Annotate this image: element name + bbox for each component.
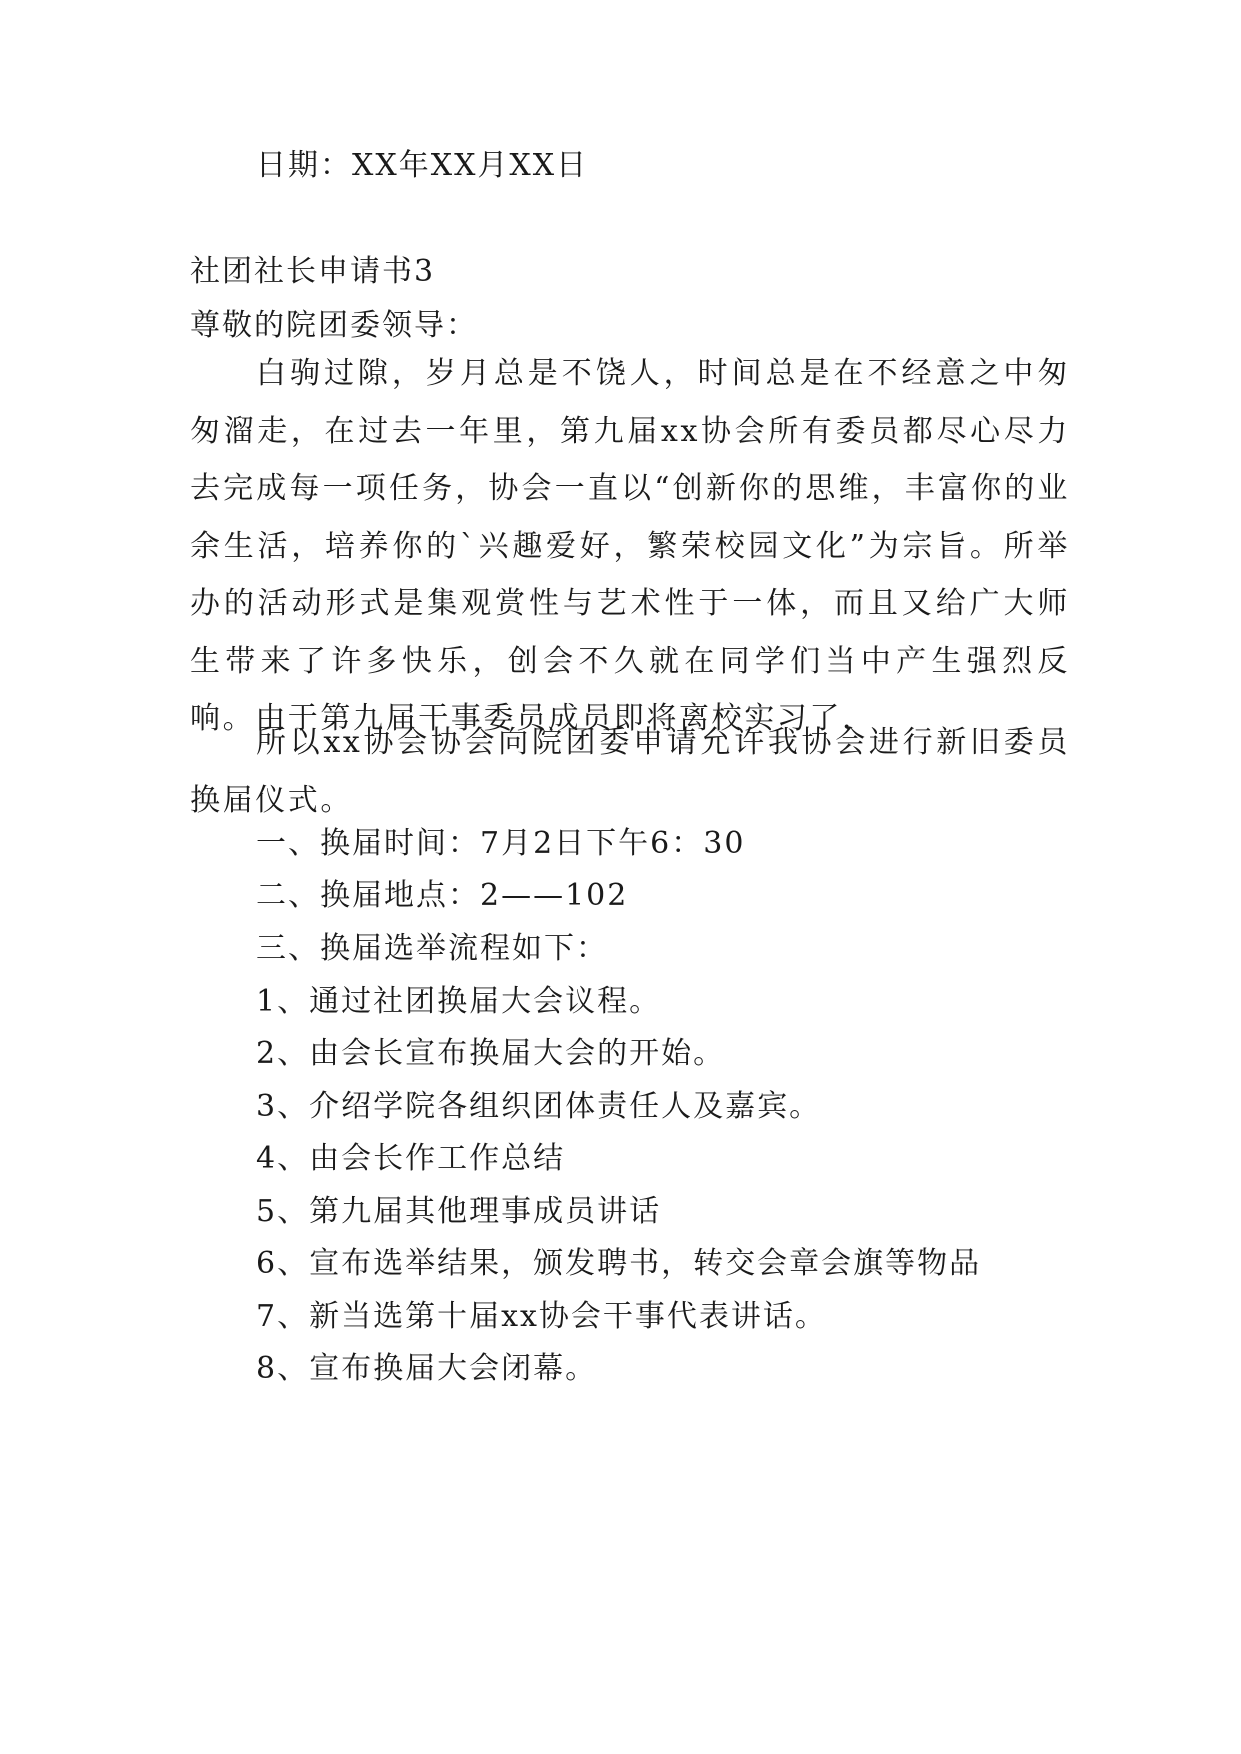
salutation: 尊敬的院团委领导：	[190, 308, 478, 343]
list-item-step-5: 5、第九届其他理事成员讲话	[256, 1194, 662, 1229]
list-item-step-2: 2、由会长宣布换届大会的开始。	[256, 1036, 726, 1071]
list-item-process-heading: 三、换届选举流程如下：	[256, 931, 608, 966]
list-item-step-7: 7、新当选第十届xx协会干事代表讲话。	[256, 1299, 827, 1334]
list-item-step-8: 8、宣布换届大会闭幕。	[256, 1351, 598, 1386]
body-paragraph-1: 白驹过隙，岁月总是不饶人，时间总是在不经意之中匆匆溜走，在过去一年里，第九届xx协会所有委员都尽心尽力去完成每一项任务，协会一直以“创新你的思维，丰富你的业余生活，培养你的`兴趣爱好，繁荣校园文化”为宗旨。所举办的活动形式是集观赏性与艺术性于一体，而且又给广大师生带来了许多快乐，创会不久就在同学们当中产生强烈反响。由于第九届干事委员成员即将离校实习了，	[190, 356, 1070, 736]
list-item-step-3: 3、介绍学院各组织团体责任人及嘉宾。	[256, 1089, 822, 1124]
body-paragraph-2: 所以xx协会协会向院团委申请允许我协会进行新旧委员换届仪式。	[190, 725, 1070, 818]
list-item-step-1: 1、通过社团换届大会议程。	[256, 984, 662, 1019]
list-item-step-6: 6、宣布选举结果，颁发聘书，转交会章会旗等物品	[256, 1246, 982, 1281]
document-title: 社团社长申请书3	[190, 254, 436, 289]
list-item-step-4: 4、由会长作工作总结	[256, 1141, 566, 1176]
list-item-location: 二、换届地点：2——102	[256, 878, 629, 913]
date-line: 日期：XX年XX月XX日	[256, 148, 589, 183]
list-item-time: 一、换届时间：7月2日下午6：30	[256, 826, 746, 861]
